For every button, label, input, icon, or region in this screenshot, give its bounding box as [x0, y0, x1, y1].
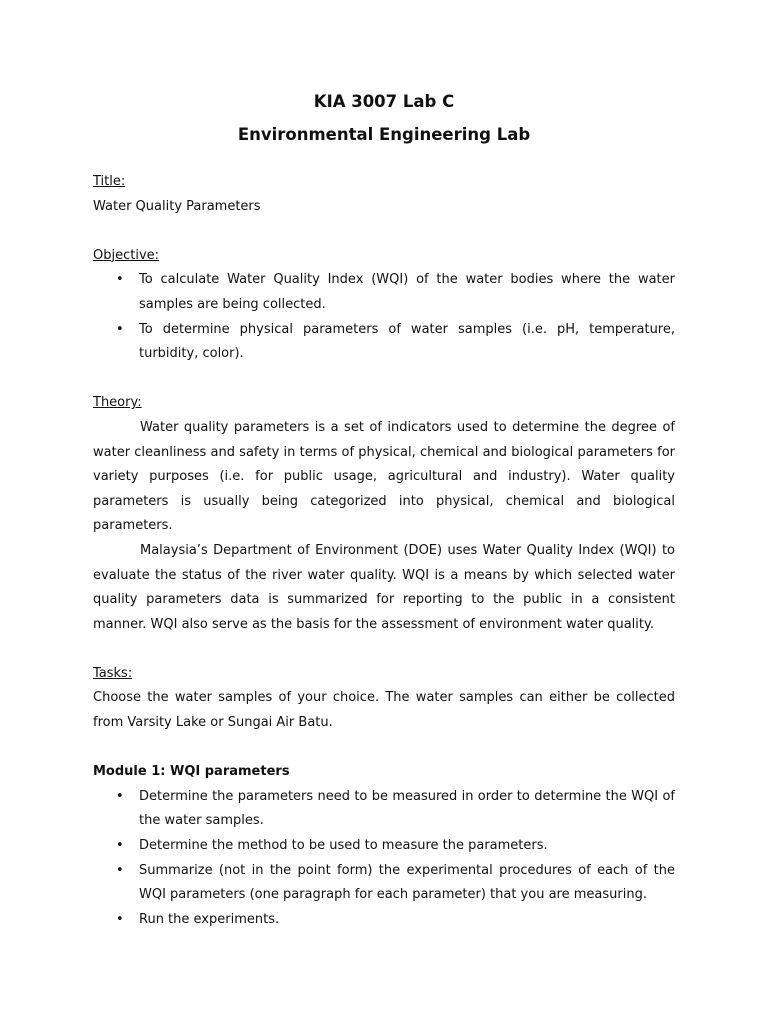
module1-text: Determine the method to be used to measure the parameters.	[139, 838, 548, 854]
title-text: Water Quality Parameters	[93, 198, 261, 214]
objective-item	[93, 318, 675, 367]
objective-text: To calculate Water Quality Index (WQI) of the water bodies where the water samples are being collected.	[139, 272, 675, 312]
module1-item	[93, 785, 675, 834]
theory-paragraph: Water quality parameters is a set of indicators used to determine the degree of water cleanliness and safety in terms of physical, chemical and biological parameters for variety purposes (i.e. for public usage, agricultural and industry). Water quality parameters is usually being categorized into physical, chemical and biological parameters.	[93, 419, 675, 534]
module1-item	[93, 859, 675, 908]
theory-paragraph: Malaysia’s Department of Environment (DOE) uses Water Quality Index (WQI) to evaluate the status of the river water quality. WQI is a means by which selected water quality parameters data is summarized for reporting to the public in a consistent manner. WQI also serve as the basis for the assessment of environment water quality.	[93, 542, 675, 632]
course-title: KIA 3007 Lab C	[313, 92, 455, 111]
objective-text: To determine physical parameters of water samples (i.e. pH, temperature, turbidity, color).	[139, 321, 675, 362]
module1-text: Run the experiments.	[139, 911, 280, 927]
objective-list	[93, 268, 675, 366]
bullet-icon: •	[116, 838, 124, 854]
lab-title: Environmental Engineering Lab	[237, 125, 531, 144]
bullet-icon: •	[116, 862, 124, 878]
theory-heading: Theory:	[93, 395, 142, 411]
bullet-icon: •	[116, 321, 124, 337]
document-page	[93, 85, 675, 932]
objective-item	[93, 268, 675, 317]
module1-item	[93, 908, 675, 933]
title-heading: Title:	[93, 174, 126, 189]
tasks-text: Choose the water samples of your choice. The water samples can either be collected from Varsity Lake or Sungai Air Batu.	[93, 690, 675, 731]
module1-item	[93, 834, 675, 859]
module1-text: Determine the parameters need to be measured in order to determine the WQI of the water samples.	[139, 788, 675, 829]
module1-text: Summarize (not in the point form) the experimental procedures of each of the WQI parameters (one paragraph for each parameter) that you are measuring.	[139, 862, 675, 903]
tasks-heading: Tasks:	[93, 665, 133, 681]
bullet-icon: •	[116, 788, 124, 804]
objective-heading: Objective:	[93, 247, 160, 263]
bullet-icon: •	[116, 272, 124, 288]
module1-heading: Module 1: WQI parameters	[93, 764, 290, 780]
bullet-icon: •	[116, 911, 124, 927]
module1-list	[93, 785, 675, 933]
